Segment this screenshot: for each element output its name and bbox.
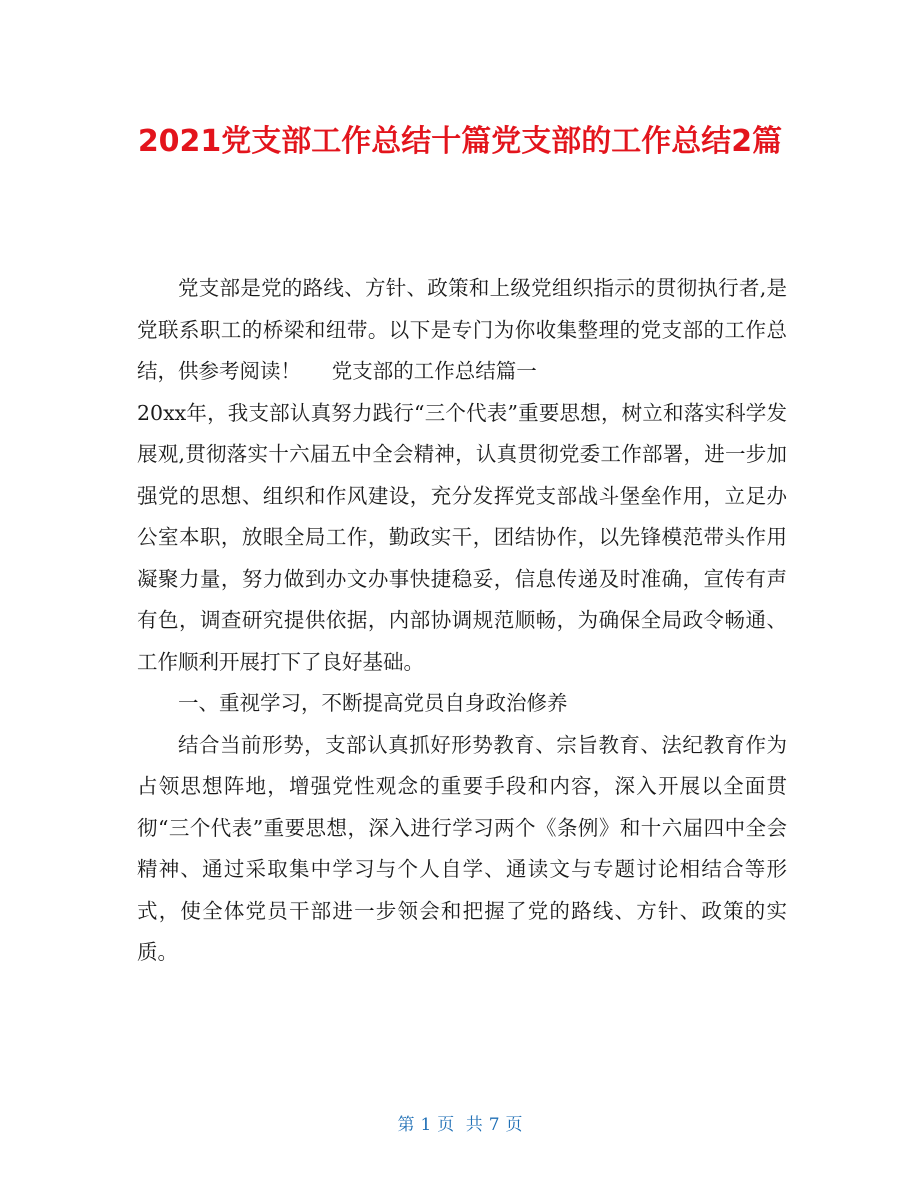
paragraph-1: 20xx年，我支部认真努力践行“三个代表”重要思想，树立和落实科学发展观,贯彻落实十六届五中全会精神，认真贯彻党委工作部署，进一步加强党的思想、组织和作风建设，充分发挥党支部战斗堡垒作用，立足办公室本职，放眼全局工作，勤政实干，团结协作，以先锋模范带头作用凝聚力量，努力做到办文办事快捷稳妥，信息传递及时准确，宣传有声有色，调查研究提供依据，内部协调规范顺畅，为确保全局政令畅通、工作顺利开展打下了良好基础。 xyxy=(137,400,787,674)
intro-text: 党支部是党的路线、方针、政策和上级党组织指示的贯彻执行者,是党联系职工的桥梁和纽带。以下是专门为你收集整理的党支部的工作总结，供参考阅读！ xyxy=(137,276,787,383)
document-title: 2021党支部工作总结十篇党支部的工作总结2篇 xyxy=(137,124,783,159)
document-body xyxy=(137,268,787,974)
section-heading: 党支部的工作总结篇一 xyxy=(331,359,537,383)
footer-page-number: 1 xyxy=(420,1115,432,1135)
subheading-1: 一、重视学习，不断提高党员自身政治修养 xyxy=(178,691,568,715)
footer-total-pages: 7 xyxy=(488,1115,500,1135)
footer-middle: 页 共 xyxy=(437,1115,483,1135)
footer-prefix: 第 xyxy=(397,1115,415,1135)
paragraph-2: 结合当前形势，支部认真抓好形势教育、宗旨教育、法纪教育作为占领思想阵地，增强党性观念的重要手段和内容，深入开展以全面贯彻“三个代表”重要思想，深入进行学习两个《条例》和十六届四中全会精神、通过采取集中学习与个人自学、通读文与专题讨论相结合等形式，使全体党员干部进一步领会和把握了党的路线、方针、政策的实质。 xyxy=(137,732,787,964)
footer-suffix: 页 xyxy=(505,1115,523,1135)
intro-paragraph xyxy=(137,268,787,393)
page-footer xyxy=(0,1113,920,1137)
